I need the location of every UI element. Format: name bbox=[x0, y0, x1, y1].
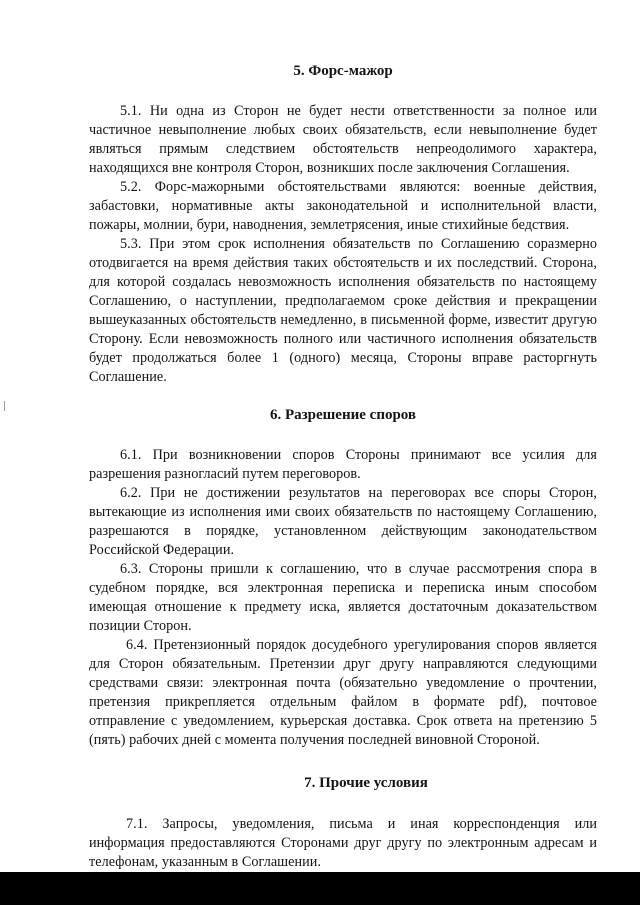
section-heading-dispute-resolution: 6. Разрешение споров bbox=[269, 407, 417, 423]
paragraph-6-4: 6.4. Претензионный порядок досудебного урегулирования споров является для Сторон обязательным. Претензии друг другу направляются следующими средствами связи: электронная почта (обязательно уведомление о прочтении, претензия прикрепляется отдельным файлом в формате pdf), почтовое отправление с уведомлением, курьерская доставка. Срок ответа на претензию 5 (пять) рабочих дней с момента получения последней виновной Стороной. bbox=[89, 637, 597, 748]
paragraph-6-3: 6.3. Стороны пришли к соглашению, что в случае рассмотрения спора в судебном порядке, вся электронная переписка и переписка иным способом имеющая отношение к предмету иска, является достаточным доказательством позиции Сторон. bbox=[89, 561, 597, 634]
section-heading-force-majeure: 5. Форс-мажор bbox=[293, 63, 393, 79]
document-content bbox=[89, 55, 597, 872]
paragraph-5-2: 5.2. Форс-мажорными обстоятельствами являются: военные действия, забастовки, нормативные акты законодательной и исполнительной власти, пожары, молнии, бури, наводнения, землетрясения, иные стихийные бедствия. bbox=[89, 179, 597, 233]
paragraph-6-2: 6.2. При не достижении результатов на переговорах все споры Сторон, вытекающие из исполнения ими своих обязательств по настоящему Соглашению, разрешаются в порядке, установленном действующим законодательством Российской Федерации. bbox=[89, 485, 597, 558]
paragraph-5-3: 5.3. При этом срок исполнения обязательств по Соглашению соразмерно отодвигается на время действия таких обстоятельств и их последствий. Сторона, для которой создалась невозможность исполнения обязательств по настоящему Соглашению, о наступлении, предполагаемом сроке действия и прекращении вышеуказанных обстоятельств немедленно, в письменной форме, известит другую Сторону. Если невозможность полного или частичного исполнения обязательств будет продолжаться более 1 (одного) месяца, Стороны вправе расторгнуть Соглашение. bbox=[89, 236, 597, 385]
scan-margin-mark bbox=[4, 401, 5, 411]
section-heading-other-terms: 7. Прочие условия bbox=[304, 775, 428, 791]
paragraph-6-1: 6.1. При возникновении споров Стороны принимают все усилия для разрешения разногласий путем переговоров. bbox=[89, 447, 597, 482]
paragraph-5-1: 5.1. Ни одна из Сторон не будет нести ответственности за полное или частичное невыполнение любых своих обязательств, если невыполнение будет являться прямым следствием обстоятельств непреодолимого характера, находящихся вне контроля Сторон, возникших после заключения Соглашения. bbox=[89, 103, 597, 176]
paragraph-7-1: 7.1. Запросы, уведомления, письма и иная корреспонденция или информация предоставляются Сторонами друг другу по электронным адресам и телефонам, указанным в Соглашении. bbox=[89, 816, 597, 870]
scan-bottom-black-bar bbox=[0, 872, 640, 905]
